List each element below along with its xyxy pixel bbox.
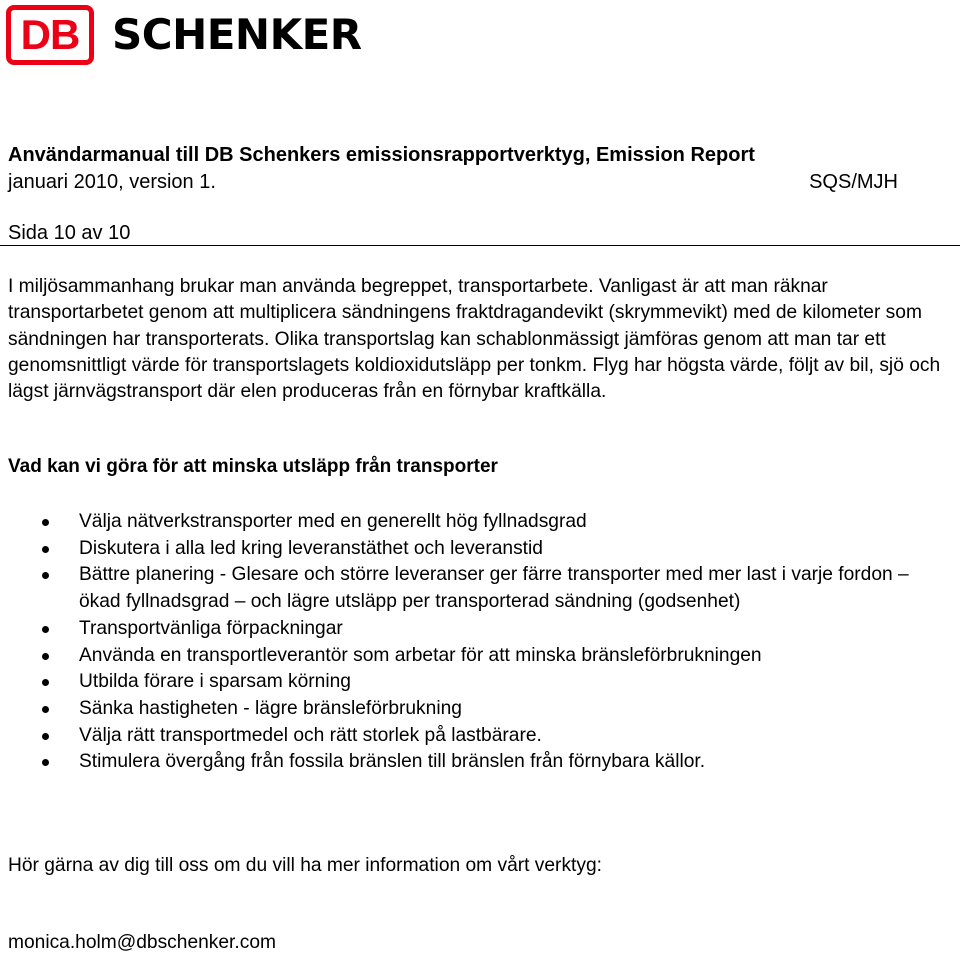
document-title: Användarmanual till DB Schenkers emissionsrapportverktyg, Emission Report (8, 144, 755, 166)
schenker-wordmark: SCHENKER (112, 10, 362, 59)
document-meta (8, 171, 898, 194)
bullet-icon (42, 733, 49, 740)
list-item-text: Diskutera i alla led kring leveranstäthet och leveranstid (79, 537, 543, 559)
list-item (0, 509, 929, 536)
bullet-icon (42, 759, 49, 766)
list-item-text: Välja rätt transportmedel och rätt storlek på lastbärare. (79, 724, 542, 746)
list-item (0, 696, 929, 723)
page-number: Sida 10 av 10 (8, 222, 131, 244)
list-item (0, 669, 929, 696)
bullet-icon (42, 519, 49, 526)
list-item-text: Bättre planering - Glesare och större leveranser ger färre transporter med mer last i varje fordon – ökad fyllnadsgrad – och lägre utsläpp per transporterad sändning (godsenhet) (79, 564, 909, 613)
list-item-text: Välja nätverkstransporter med en generellt hög fyllnadsgrad (79, 511, 587, 532)
db-logo-mark (6, 5, 94, 65)
list-item (0, 643, 929, 670)
bullet-icon (42, 679, 49, 686)
contact-email-link[interactable]: monica.holm@dbschenker.com (8, 932, 276, 953)
bullet-list (0, 509, 960, 776)
section-heading: Vad kan vi göra för att minska utsläpp från transporter (8, 456, 498, 477)
db-logo-text: DB (20, 11, 80, 58)
list-item (0, 749, 929, 776)
intro-paragraph: I miljösammanhang brukar man använda begreppet, transportarbete. Vanligast är att man räknar transportarbetet genom att multiplicera sändningens fraktdragandevikt (skrymmevikt) med de kilometer som sändningen har transporterats. Olika transportslag kan schablonmässigt jämföras genom att man tar ett genomsnittligt värde för transportslagets koldioxidutsläpp per tonkm. Flyg har högsta värde, följt av bil, sjö och lägst järnvägstransport där elen produceras från en förnybar kraftkälla. (8, 276, 941, 403)
author-code: SQS/MJH (809, 171, 898, 193)
bullet-icon (42, 706, 49, 713)
bullet-icon (42, 653, 49, 660)
list-item-text: Utbilda förare i sparsam körning (79, 671, 351, 693)
date-version: januari 2010, version 1. (8, 171, 216, 193)
list-item (0, 562, 929, 615)
bullet-icon (42, 626, 49, 633)
list-item-text: Stimulera övergång från fossila bränslen till bränslen från förnybara källor. (79, 751, 706, 773)
list-item-text: Sänka hastigheten - lägre bränsleförbrukning (79, 697, 462, 719)
header-divider (0, 245, 960, 246)
list-item (0, 723, 929, 750)
bullet-icon (42, 546, 49, 553)
list-item (0, 616, 929, 643)
list-item (0, 536, 929, 563)
contact-text: Hör gärna av dig till oss om du vill ha mer information om vårt verktyg: (8, 855, 602, 876)
bullet-icon (42, 572, 49, 579)
intro-section (8, 274, 953, 405)
list-item-text: Använda en transportleverantör som arbetar för att minska bränsleförbrukningen (79, 644, 762, 666)
db-schenker-logo (6, 3, 362, 67)
list-item-text: Transportvänliga förpackningar (79, 617, 343, 639)
